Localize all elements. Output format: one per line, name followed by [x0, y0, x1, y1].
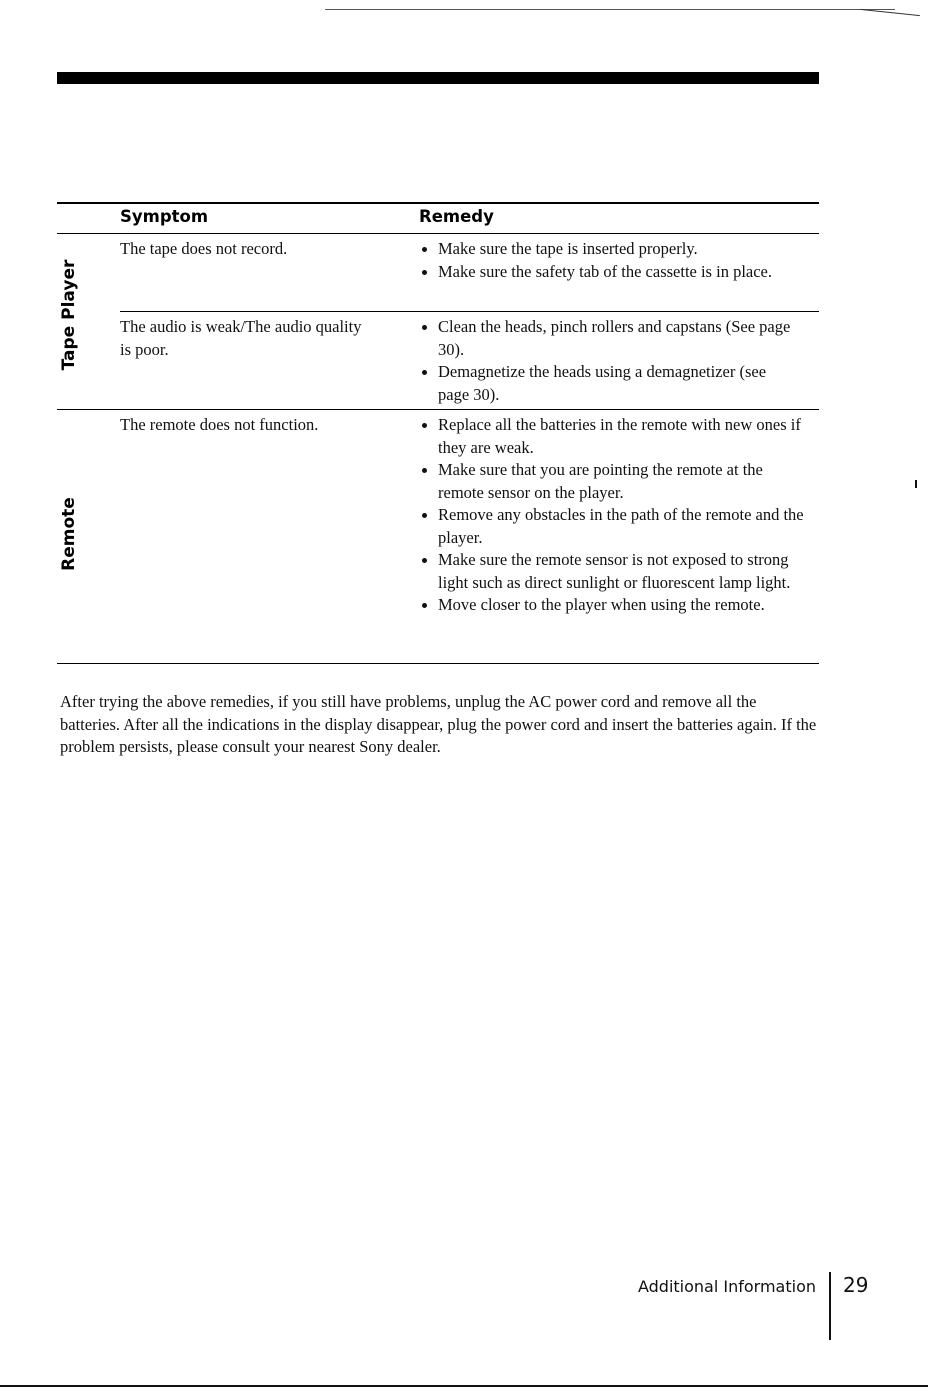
remedy-item: Replace all the batteries in the remote with new ones if they are weak. — [420, 414, 820, 459]
margin-mark — [915, 480, 917, 488]
remedy-item: Make sure the safety tab of the cassette is in place. — [420, 261, 778, 284]
page-bottom-edge — [0, 1385, 928, 1387]
symptom-cell: The remote does not function. — [120, 415, 319, 434]
page-number: 29 — [843, 1273, 869, 1297]
table-top-rule — [57, 202, 819, 204]
remedy-list — [420, 316, 820, 406]
remedy-item: Move closer to the player when using the remote. — [420, 594, 778, 617]
remedy-list — [420, 238, 820, 283]
footer-separator — [829, 1272, 831, 1340]
remedy-item: Clean the heads, pinch rollers and capstans (See page 30). — [420, 316, 820, 361]
remedy-item: Make sure that you are pointing the remote at the remote sensor on the player. — [420, 459, 808, 504]
row-divider — [120, 311, 819, 312]
remedy-item: Make sure the remote sensor is not exposed to strong light such as direct sunlight or fluorescent lamp light. — [420, 549, 810, 594]
remedy-item: Make sure the tape is inserted properly. — [420, 238, 820, 261]
table-header-rule — [57, 233, 819, 234]
table-bottom-rule — [57, 663, 819, 664]
symptom-cell: The audio is weak/The audio quality is poor. — [120, 317, 362, 359]
footer-section-title: Additional Information — [637, 1277, 816, 1296]
remedy-list — [420, 414, 820, 617]
symptom-column-header: Symptom — [120, 207, 209, 226]
symptom-cell: The tape does not record. — [120, 239, 288, 258]
remedy-item: Demagnetize the heads using a demagnetizer (see page 30). — [420, 361, 798, 406]
remedy-column-header: Remedy — [419, 207, 494, 226]
section-divider — [57, 409, 819, 410]
after-note-paragraph: After trying the above remedies, if you still have problems, unplug the AC power cord and remove all the batteries. After all the indications in the display disappear, plug the power cord and insert the batteries again. If the problem persists, please consult your nearest Sony dealer. — [60, 692, 817, 756]
remedy-item: Remove any obstacles in the path of the remote and the player. — [420, 504, 818, 549]
scan-line-artifact — [325, 9, 895, 10]
header-bar — [57, 72, 819, 84]
